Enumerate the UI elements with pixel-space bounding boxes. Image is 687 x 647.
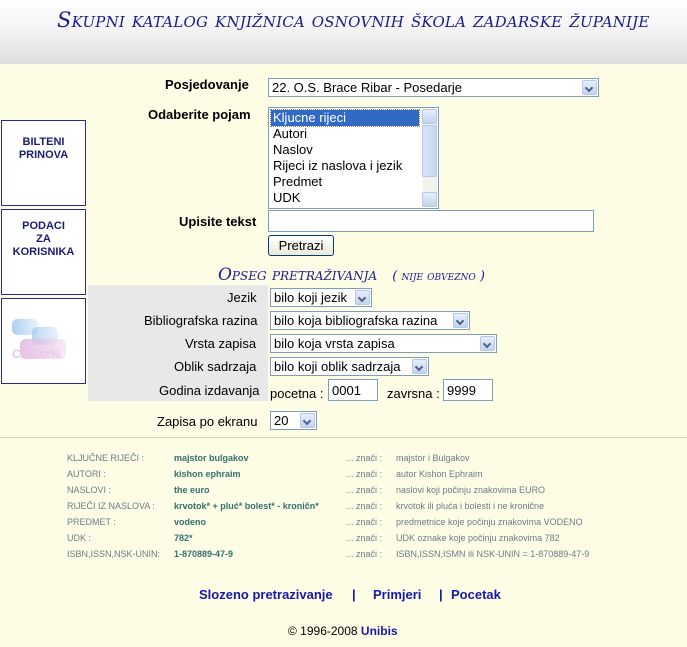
pojam-option[interactable]: Naslov [273, 142, 313, 157]
example-znaci: ... znači : [346, 517, 383, 527]
example-desc: naslovi koji počinju znakovima EURO [396, 485, 546, 495]
example-value: kishon ephraim [174, 469, 241, 479]
example-value: vodeno [174, 517, 207, 527]
sidebar-podaci-za-korisnika[interactable] [1, 209, 86, 295]
example-znaci: ... znači : [346, 533, 383, 543]
example-value: the euro [174, 485, 210, 495]
example-key: ISBN,ISSN,NSK-UNIN: [67, 549, 161, 559]
scroll-thumb[interactable] [422, 125, 437, 177]
sidebar-crolist-logo[interactable] [1, 298, 86, 384]
scroll-down-icon[interactable] [422, 192, 437, 207]
godina-label: Godina izdavanja [159, 383, 260, 398]
tekst-label: Upisite tekst [179, 214, 257, 229]
example-key: KLJUČNE RIJEČI : [67, 453, 145, 463]
link-slozeno-pretrazivanje[interactable]: Slozeno pretrazivanje [199, 587, 333, 602]
example-desc: predmetnice koje počinju znakovima VODENO [396, 517, 583, 527]
zavrsna-input[interactable] [443, 379, 493, 401]
sidebar-bilteni-prinova[interactable] [1, 120, 86, 206]
chevron-down-icon[interactable] [582, 80, 597, 95]
page-title: Skupni katalog knjižnica osnovnih škola zadarske županije [57, 8, 650, 32]
jezik-select[interactable] [270, 288, 372, 307]
chevron-down-icon[interactable] [355, 290, 370, 305]
pojam-option[interactable]: Autori [273, 126, 307, 141]
vrsta-select[interactable] [270, 334, 497, 353]
crolist-logo-icon [2, 299, 85, 383]
chevron-down-icon[interactable] [300, 413, 315, 428]
link-unibis[interactable]: Unibis [360, 624, 398, 638]
ekran-select[interactable] [270, 411, 317, 430]
footer-separator: | [352, 587, 356, 602]
posjedovanje-select[interactable] [268, 78, 599, 97]
sidebar-label-line3: KORISNIKA [12, 246, 75, 258]
copyright [288, 624, 398, 638]
pocetna-label: pocetna : [270, 386, 324, 401]
link-primjeri[interactable]: Primjeri [373, 587, 422, 602]
example-key: UDK : [67, 533, 92, 543]
sidebar-label-line2: ZA [36, 233, 51, 245]
oblik-label: Oblik sadrzaja [174, 359, 257, 374]
scroll-up-icon[interactable] [422, 109, 437, 124]
example-value: majstor bulgakov [174, 453, 249, 463]
pojam-option[interactable]: Rijeci iz naslova i jezik [273, 158, 403, 173]
search-form [88, 64, 687, 436]
posjedovanje-value: 22. O.S. Brace Ribar - Posedarje [272, 80, 463, 95]
opseg-heading [218, 265, 485, 285]
vrsta-value: bilo koja vrsta zapisa [274, 336, 395, 351]
ekran-value: 20 [274, 413, 289, 428]
copyright-text: © 1996-2008 [288, 624, 358, 638]
example-desc: krvotok ili pluća i bolesti i ne kronične [396, 501, 545, 511]
pojam-listbox[interactable] [268, 107, 439, 209]
jezik-label: Jezik [227, 290, 257, 305]
example-value: 782* [174, 533, 193, 543]
example-key: RIJEČI IZ NASLOVA : [67, 501, 155, 511]
footer-separator: | [439, 587, 443, 602]
search-examples [0, 441, 687, 564]
example-key: PREDMET : [67, 517, 116, 527]
razina-label: Bibliografska razina [144, 313, 258, 328]
razina-value: bilo koja bibliografska razina [274, 313, 438, 328]
oblik-value: bilo koji oblik sadrzaja [274, 359, 401, 374]
divider [0, 437, 687, 438]
example-key: NASLOVI : [67, 485, 112, 495]
example-znaci: ... znači : [346, 469, 383, 479]
posjedovanje-label: Posjedovanje [165, 77, 249, 92]
sidebar-label-line2: PRINOVA [18, 149, 69, 161]
opseg-title: Opseg pretraživanja [218, 265, 378, 285]
oblik-select[interactable] [270, 357, 429, 376]
example-key: AUTORI : [67, 469, 106, 479]
pojam-option[interactable]: UDK [273, 190, 301, 205]
pojam-option[interactable]: Predmet [273, 174, 323, 189]
search-input[interactable] [268, 210, 594, 232]
example-desc: autor Kishon Ephraim [396, 469, 483, 479]
header-banner [0, 0, 687, 64]
razina-select[interactable] [270, 311, 470, 330]
example-value: krvotok* + pluć* bolest* - kroničn* [174, 501, 319, 511]
pretrazi-button[interactable]: Pretrazi [268, 235, 334, 256]
link-pocetak[interactable]: Pocetak [451, 587, 501, 602]
jezik-value: bilo koji jezik [274, 290, 347, 305]
pojam-label: Odaberite pojam [148, 107, 251, 122]
crolist-logo-text: Crolist% [12, 347, 61, 361]
sidebar-label-line1: BILTENI [22, 136, 65, 148]
vrsta-label: Vrsta zapisa [185, 336, 257, 351]
pocetna-input[interactable] [328, 379, 378, 401]
opseg-note: ( nije obvezno ) [392, 269, 485, 284]
pojam-scrollbar[interactable] [422, 109, 437, 207]
example-znaci: ... znači : [346, 549, 383, 559]
chevron-down-icon[interactable] [412, 359, 427, 374]
chevron-down-icon[interactable] [480, 336, 495, 351]
example-desc: UDK oznake koje počinju znakovima 782 [396, 533, 560, 543]
example-value: 1-870889-47-9 [174, 549, 234, 559]
sidebar-label-line1: PODACI [22, 220, 65, 232]
footer [0, 566, 687, 647]
zavrsna-label: zavrsna : [387, 386, 440, 401]
example-znaci: ... znači : [346, 501, 383, 511]
pojam-option[interactable]: Kljucne rijeci [271, 110, 419, 126]
chevron-down-icon[interactable] [453, 313, 468, 328]
example-desc: majstor i Bulgakov [396, 453, 470, 463]
example-znaci: ... znači : [346, 453, 383, 463]
example-znaci: ... znači : [346, 485, 383, 495]
ekran-label: Zapisa po ekranu [157, 414, 258, 429]
example-desc: ISBN,ISSN,ISMN ili NSK-UNIN = 1-870889-47-9 [396, 549, 590, 559]
